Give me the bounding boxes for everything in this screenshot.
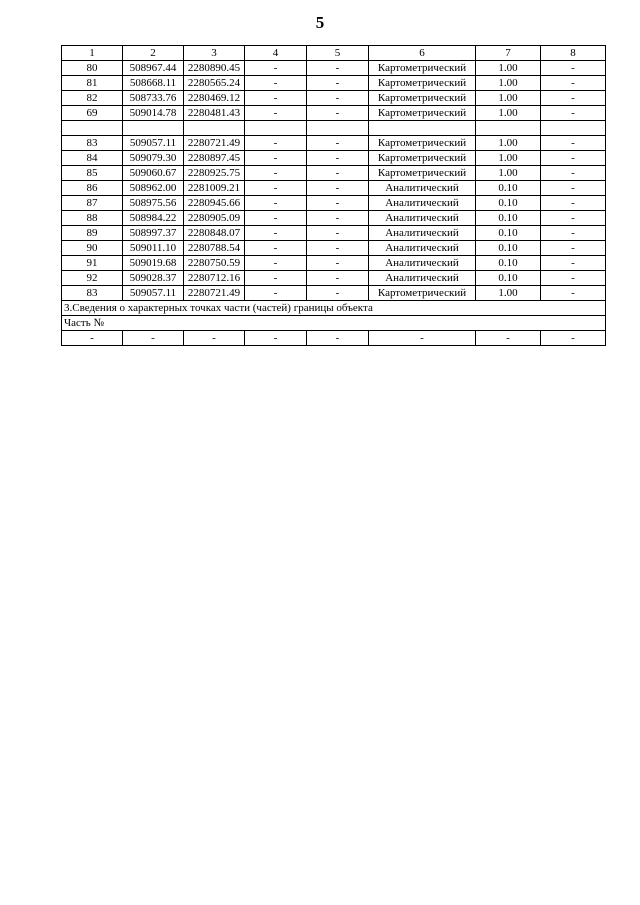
table-cell: 509060.67 [123,166,184,181]
table-cell: Аналитический [369,181,476,196]
part-number-row [62,316,606,331]
table-cell: - [245,151,307,166]
table-cell: 87 [62,196,123,211]
table-cell: Аналитический [369,211,476,226]
table-row [62,151,606,166]
table-cell: - [184,331,245,346]
table-cell: 91 [62,256,123,271]
table-cell [476,121,541,136]
table-cell: - [307,331,369,346]
table-cell: - [307,166,369,181]
table-cell: - [245,271,307,286]
table-cell: - [307,61,369,76]
page-number: 5 [315,13,325,32]
table-cell: - [245,211,307,226]
table-cell: 2280890.45 [184,61,245,76]
table-cell: - [541,256,606,271]
boundary-points-table [61,45,606,346]
table-cell: 508668.11 [123,76,184,91]
table-cell: - [307,286,369,301]
column-header: 8 [541,46,606,61]
table-cell: 89 [62,226,123,241]
table-cell [123,121,184,136]
table-cell: 2280721.49 [184,286,245,301]
table-cell: 0.10 [476,256,541,271]
table-cell: 2280712.16 [184,271,245,286]
table-cell: - [245,286,307,301]
table-row [62,211,606,226]
part-empty-row [62,331,606,346]
table-cell: 1.00 [476,136,541,151]
table-cell: - [369,331,476,346]
table-cell: 2280750.59 [184,256,245,271]
table-cell: 0.10 [476,226,541,241]
table-cell: 1.00 [476,286,541,301]
table-cell: 83 [62,286,123,301]
table-cell: 81 [62,76,123,91]
table-cell: 1.00 [476,166,541,181]
table-cell: Аналитический [369,226,476,241]
table-cell: 85 [62,166,123,181]
table-cell: - [123,331,184,346]
column-header: 1 [62,46,123,61]
table-cell [62,121,123,136]
table-cell: - [541,91,606,106]
column-number-row [62,46,606,61]
table-cell: 2280848.07 [184,226,245,241]
column-header: 5 [307,46,369,61]
table-cell: - [307,256,369,271]
table-cell: - [245,136,307,151]
table-cell: - [245,331,307,346]
table-row [62,271,606,286]
table-row [62,121,606,136]
table-cell: Картометрический [369,91,476,106]
table-cell: - [307,76,369,91]
table-cell: Картометрический [369,286,476,301]
table-cell: 2281009.21 [184,181,245,196]
table-cell: Картометрический [369,166,476,181]
table-cell: 2280721.49 [184,136,245,151]
table-cell: 509028.37 [123,271,184,286]
table-cell: - [245,181,307,196]
table-cell: - [245,226,307,241]
table-cell: - [245,196,307,211]
table-cell: 509057.11 [123,286,184,301]
table-cell: - [307,91,369,106]
column-header: 7 [476,46,541,61]
table-row [62,166,606,181]
table-cell: - [307,271,369,286]
column-header: 4 [245,46,307,61]
table-cell: - [541,196,606,211]
table-cell [541,121,606,136]
section-3-title: 3.Сведения о характерных точках части (частей) границы объекта [62,301,606,316]
table-cell: - [307,226,369,241]
table-cell: - [541,61,606,76]
table-cell: - [245,61,307,76]
table-cell: 509019.68 [123,256,184,271]
table-cell: 2280788.54 [184,241,245,256]
table-cell: 83 [62,136,123,151]
table-cell: - [541,241,606,256]
table-cell: 92 [62,271,123,286]
table-cell: 1.00 [476,106,541,121]
table-cell: - [307,211,369,226]
table-cell: 2280897.45 [184,151,245,166]
table-cell: Аналитический [369,271,476,286]
table-cell: - [541,331,606,346]
table-row [62,106,606,121]
table-cell: - [245,241,307,256]
table-cell: - [541,151,606,166]
table-row [62,286,606,301]
table-cell: 0.10 [476,271,541,286]
table-cell: Картометрический [369,61,476,76]
table-cell: - [476,331,541,346]
table-row [62,256,606,271]
table-cell: 1.00 [476,151,541,166]
table-row [62,181,606,196]
table-row [62,226,606,241]
table-cell: Картометрический [369,76,476,91]
table-cell: 508962.00 [123,181,184,196]
table-cell: 509057.11 [123,136,184,151]
table-cell: 0.10 [476,211,541,226]
table-cell: 0.10 [476,241,541,256]
table-cell: - [307,151,369,166]
table-cell: - [541,76,606,91]
table-cell: 508733.76 [123,91,184,106]
table-cell: 508997.37 [123,226,184,241]
column-header: 3 [184,46,245,61]
table-cell: - [245,91,307,106]
table-row [62,76,606,91]
table-cell: 509011.10 [123,241,184,256]
table-cell: 508967.44 [123,61,184,76]
table-cell: 80 [62,61,123,76]
table-cell: 84 [62,151,123,166]
table-row [62,91,606,106]
table-cell: 0.10 [476,196,541,211]
table-cell: - [245,256,307,271]
table-cell: - [541,181,606,196]
table-cell: Аналитический [369,196,476,211]
table-cell: 2280925.75 [184,166,245,181]
table-cell: 509079.30 [123,151,184,166]
table-cell: 2280469.12 [184,91,245,106]
column-header: 6 [369,46,476,61]
table-cell: 1.00 [476,61,541,76]
table-cell: - [307,241,369,256]
table-cell: 82 [62,91,123,106]
table-cell: - [541,271,606,286]
table-cell: - [541,106,606,121]
table-cell [369,121,476,136]
table-cell: - [541,211,606,226]
table-cell: Аналитический [369,256,476,271]
table-cell: 90 [62,241,123,256]
table-cell: 508984.22 [123,211,184,226]
table-cell: - [541,136,606,151]
table-cell: 2280945.66 [184,196,245,211]
table-cell: 69 [62,106,123,121]
table-cell: 2280481.43 [184,106,245,121]
part-number-label: Часть № [62,316,606,331]
table-row [62,241,606,256]
table-cell: Картометрический [369,136,476,151]
table-cell: 508975.56 [123,196,184,211]
column-header: 2 [123,46,184,61]
table-row [62,61,606,76]
table-cell: Картометрический [369,106,476,121]
table-cell: 86 [62,181,123,196]
table-cell: - [307,136,369,151]
table-cell: 0.10 [476,181,541,196]
table-cell: Аналитический [369,241,476,256]
table-cell [245,121,307,136]
table-cell: - [62,331,123,346]
table-cell: - [541,166,606,181]
table-cell: Картометрический [369,151,476,166]
table-cell: 1.00 [476,91,541,106]
table-row [62,136,606,151]
table-cell: - [245,106,307,121]
table-cell: 1.00 [476,76,541,91]
table-cell: 2280565.24 [184,76,245,91]
table-cell: - [541,226,606,241]
table-cell: - [307,181,369,196]
table-cell [184,121,245,136]
table-cell: - [541,286,606,301]
table-cell: 2280905.09 [184,211,245,226]
table-cell: 509014.78 [123,106,184,121]
table-cell: - [245,76,307,91]
table-row [62,196,606,211]
table-cell: 88 [62,211,123,226]
section-title-row [62,301,606,316]
table-cell [307,121,369,136]
table-cell: - [307,106,369,121]
table-cell: - [245,166,307,181]
table-cell: - [307,196,369,211]
